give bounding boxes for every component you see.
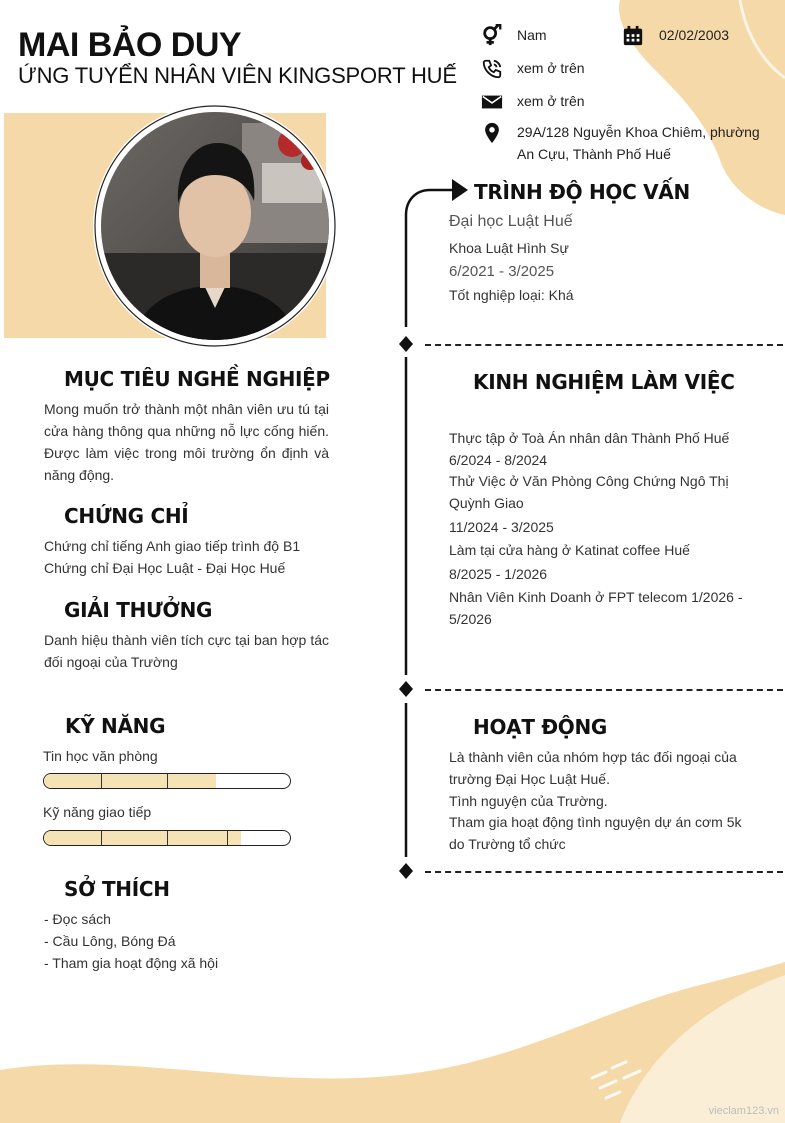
objective-text: Mong muốn trở thành một nhân viên ưu tú tại cửa hàng thông qua những nỗ lực cống hiến. Được làm việc trong môi trường ổn định và năng động. bbox=[44, 401, 329, 483]
activity-line: Là thành viên của nhóm hợp tác đối ngoại của bbox=[449, 749, 737, 765]
certificates-heading: CHỨNG CHỈ bbox=[64, 504, 189, 528]
experience-line: 6/2024 - 8/2024 bbox=[449, 452, 548, 468]
hobbies-heading: SỞ THÍCH bbox=[64, 877, 170, 901]
phone-value: xem ở trên bbox=[517, 60, 585, 76]
experience-line: Thực tập ở Toà Án nhân dân Thành Phố Huế bbox=[449, 430, 730, 446]
experience-line: Nhân Viên Kinh Doanh ở FPT telecom 1/2026 - bbox=[449, 589, 743, 605]
hobby-item: - Đọc sách bbox=[44, 911, 111, 927]
experience-line: Làm tại cửa hàng ở Katinat coffee Huế bbox=[449, 542, 690, 558]
email-icon bbox=[481, 91, 503, 113]
skill-bar bbox=[43, 830, 291, 846]
experience-line: Thử Việc ở Văn Phòng Công Chứng Ngô Thị bbox=[449, 473, 729, 489]
profile-photo bbox=[92, 103, 338, 349]
section-divider bbox=[425, 344, 783, 346]
email-value: xem ở trên bbox=[517, 93, 585, 109]
experience-heading: KINH NGHIỆM LÀM VIỆC bbox=[473, 370, 735, 394]
certificate-item: Chứng chỉ tiếng Anh giao tiếp trình độ B1 bbox=[44, 538, 301, 554]
experience-line: 11/2024 - 3/2025 bbox=[449, 519, 554, 535]
skills-heading: KỸ NĂNG bbox=[65, 714, 166, 738]
hobby-item: - Tham gia hoạt động xã hội bbox=[44, 955, 219, 971]
awards-heading: GIẢI THƯỞNG bbox=[64, 598, 213, 622]
certificate-item: Chứng chỉ Đại Học Luật - Đại Học Huế bbox=[44, 560, 286, 576]
experience-line: Quỳnh Giao bbox=[449, 495, 524, 511]
objective-heading: MỤC TIÊU NGHỀ NGHIỆP bbox=[64, 367, 330, 391]
activities-heading: HOẠT ĐỘNG bbox=[473, 715, 608, 739]
education-heading: TRÌNH ĐỘ HỌC VẤN bbox=[474, 180, 690, 204]
skill-bar-fill bbox=[44, 831, 241, 845]
phone-icon bbox=[481, 58, 503, 80]
candidate-name: MAI BẢO DUY bbox=[18, 26, 242, 64]
education-school: Đại học Luật Huế bbox=[449, 213, 573, 230]
awards-text: Danh hiệu thành viên tích cực tại ban hợp tác đối ngoại của Trường bbox=[44, 632, 329, 670]
section-divider bbox=[425, 689, 783, 691]
activity-line: trường Đại Học Luật Huế. bbox=[449, 771, 610, 787]
skill-bar-fill bbox=[44, 774, 216, 788]
skill-label: Tin học văn phòng bbox=[43, 748, 158, 764]
education-grade: Tốt nghiệp loại: Khá bbox=[449, 287, 574, 303]
experience-line: 8/2025 - 1/2026 bbox=[449, 566, 548, 582]
experience-line: 5/2026 bbox=[449, 611, 492, 627]
activity-line: do Trường tổ chức bbox=[449, 836, 566, 852]
activity-line: Tham gia hoạt động tình nguyện dự án cơm 5k bbox=[449, 814, 742, 830]
hobby-item: - Cầu Lông, Bóng Đá bbox=[44, 933, 176, 949]
skill-label: Kỹ năng giao tiếp bbox=[43, 804, 152, 820]
address-line-2: An Cựu, Thành Phố Huế bbox=[517, 146, 671, 162]
education-period: 6/2021 - 3/2025 bbox=[449, 263, 555, 280]
activity-line: Tình nguyện của Trường. bbox=[449, 793, 608, 809]
education-faculty: Khoa Luật Hình Sự bbox=[449, 240, 569, 256]
address-line-1: 29A/128 Nguyễn Khoa Chiêm, phường bbox=[517, 124, 760, 140]
calendar-icon bbox=[622, 25, 644, 47]
watermark: vieclam123.vn bbox=[708, 1105, 779, 1117]
birthdate-value: 02/02/2003 bbox=[659, 27, 730, 43]
skill-bar bbox=[43, 773, 291, 789]
section-divider bbox=[425, 871, 783, 873]
location-pin-icon bbox=[481, 122, 503, 144]
gender-icon bbox=[481, 24, 503, 46]
applied-position: ỨNG TUYỂN NHÂN VIÊN KINGSPORT HUẾ bbox=[18, 63, 457, 88]
gender-value: Nam bbox=[517, 27, 547, 43]
